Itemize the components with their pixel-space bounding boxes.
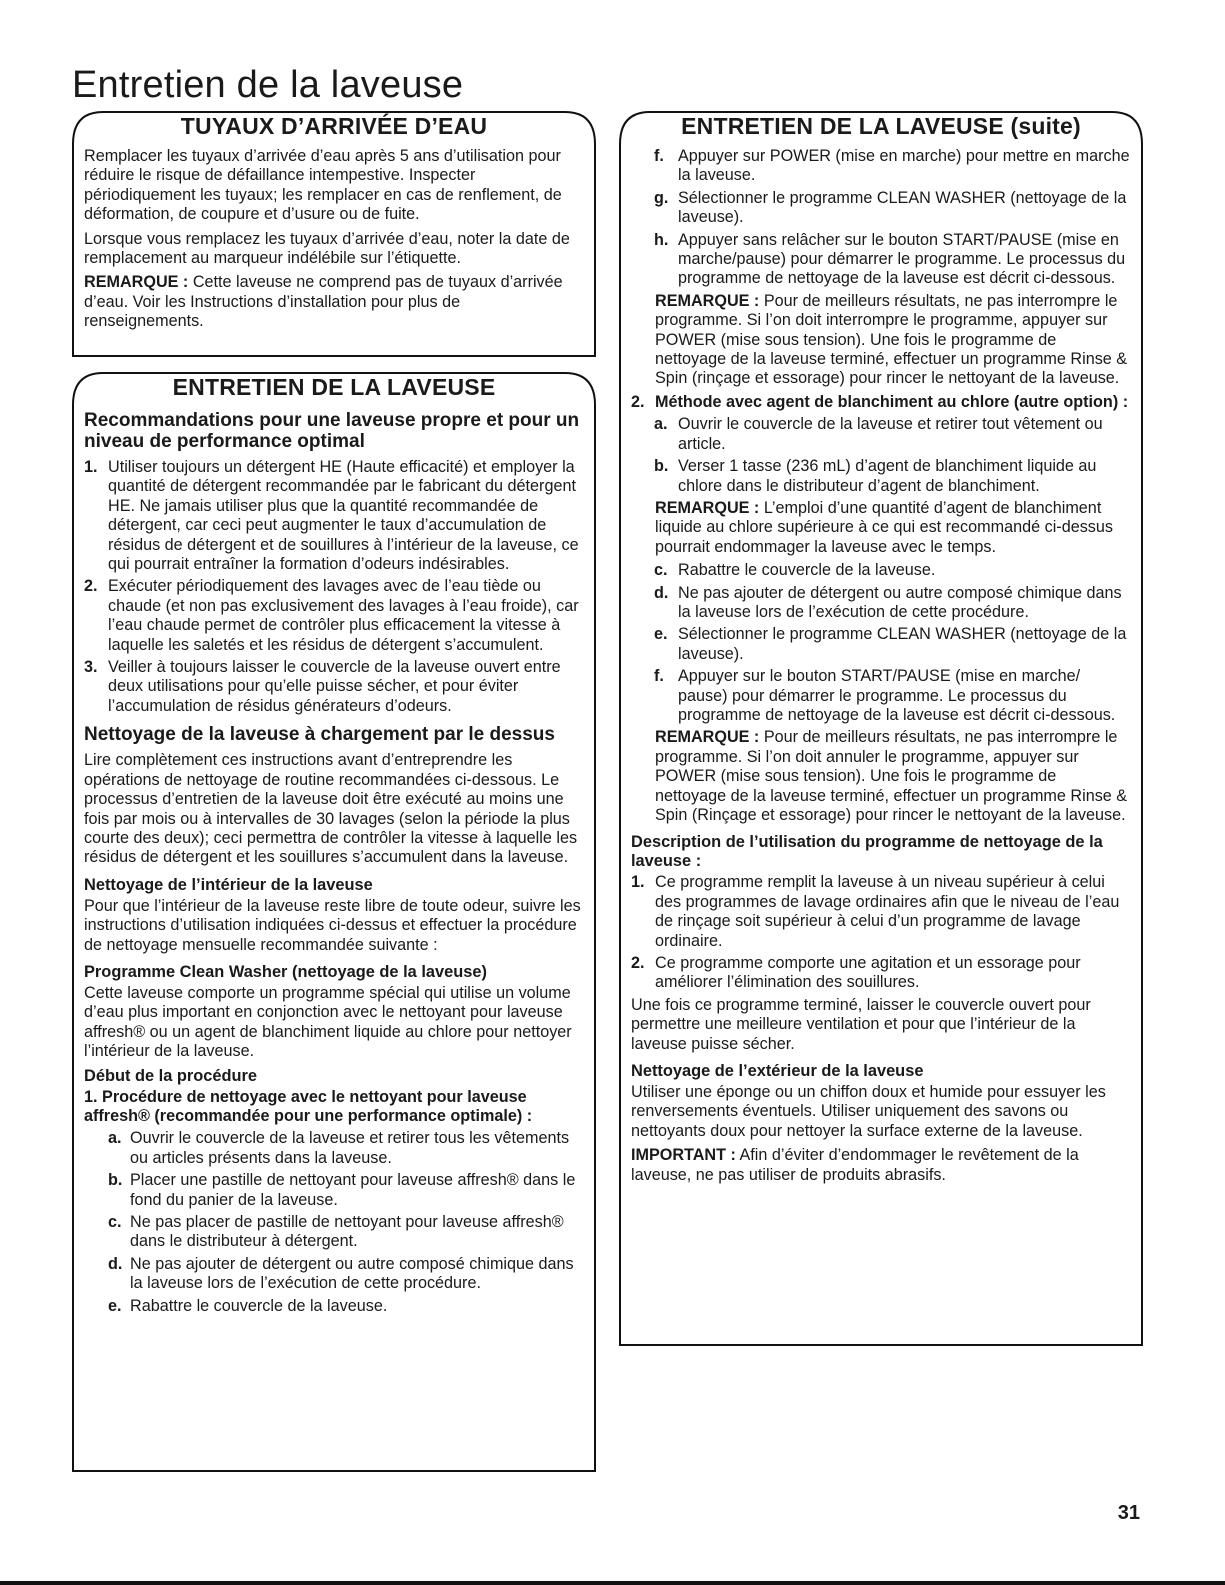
note-label: REMARQUE : [655, 728, 760, 747]
procedure-substeps [631, 561, 1131, 725]
note-text: Pour de meilleurs résultats, ne pas interrompre le programme. Si l’on doit annuler le programme, appuyer sur POWER (mise sous tension). Une fois le programme de nettoyage de la laveuse terminé, effectuer un programme Rinse & Spin (Rinçage et essorage) pour rincer le nettoyant de la laveuse. [655, 728, 1128, 824]
list-item: 2. Ce programme comporte une agitation et un essorage pour améliorer l’élimination des souillures. [631, 954, 1081, 992]
list-item: h. Appuyer sans relâcher sur le bouton START/PAUSE (mise en marche/pause) pour démarrer le programme. Le processus du programme de nettoyage de la laveuse est décrit ci-dessous. [654, 230, 1126, 288]
note [84, 273, 584, 331]
section-tab [72, 111, 596, 143]
note [631, 499, 1131, 557]
procedure-substeps [631, 147, 1131, 289]
paragraph: Une fois ce programme terminé, laisser le couvercle ouvert pour permettre une meilleure ventilation et pour que l’intérieur de la laveuse puisse sécher. [631, 995, 1091, 1053]
list-item: f. Appuyer sur POWER (mise en marche) pour mettre en marche la laveuse. [654, 147, 1130, 185]
list-item: 2. Exécuter périodiquement des lavages avec de l’eau tiède ou chaude (et non pas exclusivement des lavages à l’eau froide), car l’eau chaude permet de contrôler plus efficacement la vitesse à laquelle les saletés et les résidus de détergent s’accumulent. [84, 577, 579, 654]
procedure-step: 2. Méthode avec agent de blanchiment au chlore (autre option) : [631, 392, 1129, 411]
paragraph: Utiliser une éponge ou un chiffon doux et humide pour essuyer les renversements éventuels. Utiliser uniquement des savons ou nettoyants doux pour nettoyer la surface externe de la laveuse. [631, 1083, 1106, 1140]
note-label: REMARQUE : [84, 273, 189, 292]
section-tab [72, 372, 596, 404]
paragraph: Lire complètement ces instructions avant d’entreprendre les opérations de nettoyage de routine recommandées ci-dessous. Le processus d’entretien de la laveuse doit être exécuté au moins une fois par mois ou à intervalles de 30 lavages (selon la période la plus courte des deux); ceci permettra de contrôler la vitesse à laquelle les résidus de détergent et les souillures s’accumulent dans la laveuse. [84, 751, 578, 867]
section-title: TUYAUX D’ARRIVÉE D’EAU [180, 113, 488, 139]
subheading: Description de l’utilisation du programme de nettoyage de la laveuse : [631, 833, 1103, 871]
washer-care-continued-section [619, 113, 1143, 1346]
section-title: ENTRETIEN DE LA LAVEUSE [172, 374, 496, 400]
paragraph: Remplacer les tuyaux d’arrivée d’eau après 5 ans d’utilisation pour réduire le risque de défaillance intempestive. Inspecter périodiquement les tuyaux; les remplacer en cas de renflement, de déformation, de coupure et d’usure ou de fuite. [84, 147, 562, 224]
subheading: Nettoyage de la laveuse à chargement par le dessus [84, 724, 555, 746]
page-number: 31 [1117, 1502, 1140, 1524]
list-item: d. Ne pas ajouter de détergent ou autre composé chimique dans la laveuse lors de l’exécution de cette procédure. [654, 583, 1122, 621]
list-item: a. Ouvrir le couvercle de la laveuse et retirer tout vêtement ou article. [654, 415, 1103, 453]
note-text: L’emploi d’une quantité d’agent de blanchiment liquide au chlore supérieure à ce qui est recommandé ci-dessus pourrait endommager la laveuse avec le temps. [655, 498, 1113, 556]
list-item: a. Ouvrir le couvercle de la laveuse et retirer tous les vêtements ou articles présents dans la laveuse. [108, 1129, 570, 1167]
subheading: Nettoyage de l’intérieur de la laveuse [84, 875, 373, 894]
paragraph: Pour que l’intérieur de la laveuse reste libre de toute odeur, suivre les instructions d’utilisation indiquées ci-dessus et effectuer la procédure de nettoyage mensuelle recommandée suivante : [84, 896, 581, 954]
note-text: Pour de meilleurs résultats, ne pas interrompre le programme. Si l’on doit interrompre le programme, appuyer sur POWER (mise sous tension). Une fois le programme de nettoyage de la laveuse terminé, effectuer un programme Rinse & Spin (rinçage et essorage) pour rincer le nettoyant de la laveuse. [655, 291, 1128, 388]
list-item: 3. Veiller à toujours laisser le couvercle de la laveuse ouvert entre deux utilisations pour qu’elle puisse sécher, et pour éviter l’accumulation de résidus générateurs d’odeurs. [84, 658, 561, 715]
important-note [631, 1146, 1131, 1185]
page-title: Entretien de la laveuse [72, 64, 464, 106]
list-item: b. Verser 1 tasse (236 mL) d’agent de blanchiment liquide au chlore dans le distributeur d’agent de blanchiment. [654, 457, 1097, 495]
note [631, 292, 1131, 389]
subheading: Début de la procédure [84, 1066, 258, 1085]
list-item: e. Rabattre le couvercle de la laveuse. [108, 1296, 388, 1315]
procedure-step: 1. Procédure de nettoyage avec le nettoyant pour laveuse affresh® (recommandée pour une performance optimale) : [84, 1087, 533, 1125]
list-item: g. Sélectionner le programme CLEAN WASHER (nettoyage de la laveuse). [654, 188, 1127, 227]
list-item: d. Ne pas ajouter de détergent ou autre composé chimique dans la laveuse lors de l’exécution de cette procédure. [108, 1254, 574, 1293]
section-title: ENTRETIEN DE LA LAVEUSE (suite) [681, 113, 1081, 139]
recommendations-list [84, 458, 584, 716]
subheading: Recommandations pour une laveuse propre et pour un niveau de performance optimal [84, 410, 580, 452]
paragraph: Lorsque vous remplacez les tuyaux d’arrivée d’eau, noter la date de remplacement au marqueur indélébile sur l’étiquette. [84, 229, 570, 268]
procedure-substeps [84, 1129, 584, 1316]
list-item: 1. Ce programme remplit la laveuse à un niveau supérieur à celui des programmes de lavage ordinaires afin que le niveau de l’eau de rinçage soit supérieur à celui d’un programme de lavage ordinaire. [631, 873, 1120, 950]
list-item: f. Appuyer sur le bouton START/PAUSE (mise en marche/ pause) pour démarrer le programme. Le processus du programme de nettoyage de la laveuse est décrit ci-dessous. [654, 667, 1116, 724]
procedure-substeps [631, 415, 1131, 496]
list-item: c. Rabattre le couvercle de la laveuse. [654, 561, 936, 580]
list-item: 1. Utiliser toujours un détergent HE (Haute efficacité) et employer la quantité de détergent recommandée par le fabricant du détergent HE. Ne jamais utiliser plus que la quantité recommandée de détergent, car ceci peut augmenter le taux d’accumulation de résidus de détergent et de souillures à l’intérieur de la laveuse, ce qui pourrait entraîner la formation d’odeurs indésirables. [84, 458, 579, 574]
subheading: Nettoyage de l’extérieur de la laveuse [631, 1062, 924, 1081]
note-label: REMARQUE : [655, 498, 760, 517]
footer-rule [0, 1581, 1225, 1585]
list-item: b. Placer une pastille de nettoyant pour laveuse affresh® dans le fond du panier de la laveuse. [108, 1171, 576, 1209]
section-tab [619, 111, 1143, 143]
note-label: REMARQUE : [655, 291, 760, 310]
list-item: e. Sélectionner le programme CLEAN WASHER (nettoyage de la laveuse). [654, 625, 1127, 663]
important-text: Afin d’éviter d’endommager le revêtement de la laveuse, ne pas utiliser de produits abrasifs. [631, 1146, 1079, 1184]
note-text: Cette laveuse ne comprend pas de tuyaux d’arrivée d’eau. Voir les Instructions d’installation pour plus de renseignements. [84, 273, 563, 331]
washer-care-section [72, 374, 596, 1472]
list-item: c. Ne pas placer de pastille de nettoyant pour laveuse affresh® dans le distributeur à détergent. [108, 1213, 564, 1251]
subheading: Programme Clean Washer (nettoyage de la laveuse) [84, 962, 487, 981]
important-label: IMPORTANT : [631, 1146, 736, 1165]
paragraph: Cette laveuse comporte un programme spécial qui utilise un volume d’eau plus important en conjonction avec le nettoyant pour laveuse affresh® ou un agent de blanchiment liquide au chlore pour nettoyer l’intérieur de la laveuse. [84, 983, 572, 1061]
water-hoses-section [72, 113, 596, 357]
description-list [631, 873, 1131, 992]
note [631, 728, 1131, 825]
